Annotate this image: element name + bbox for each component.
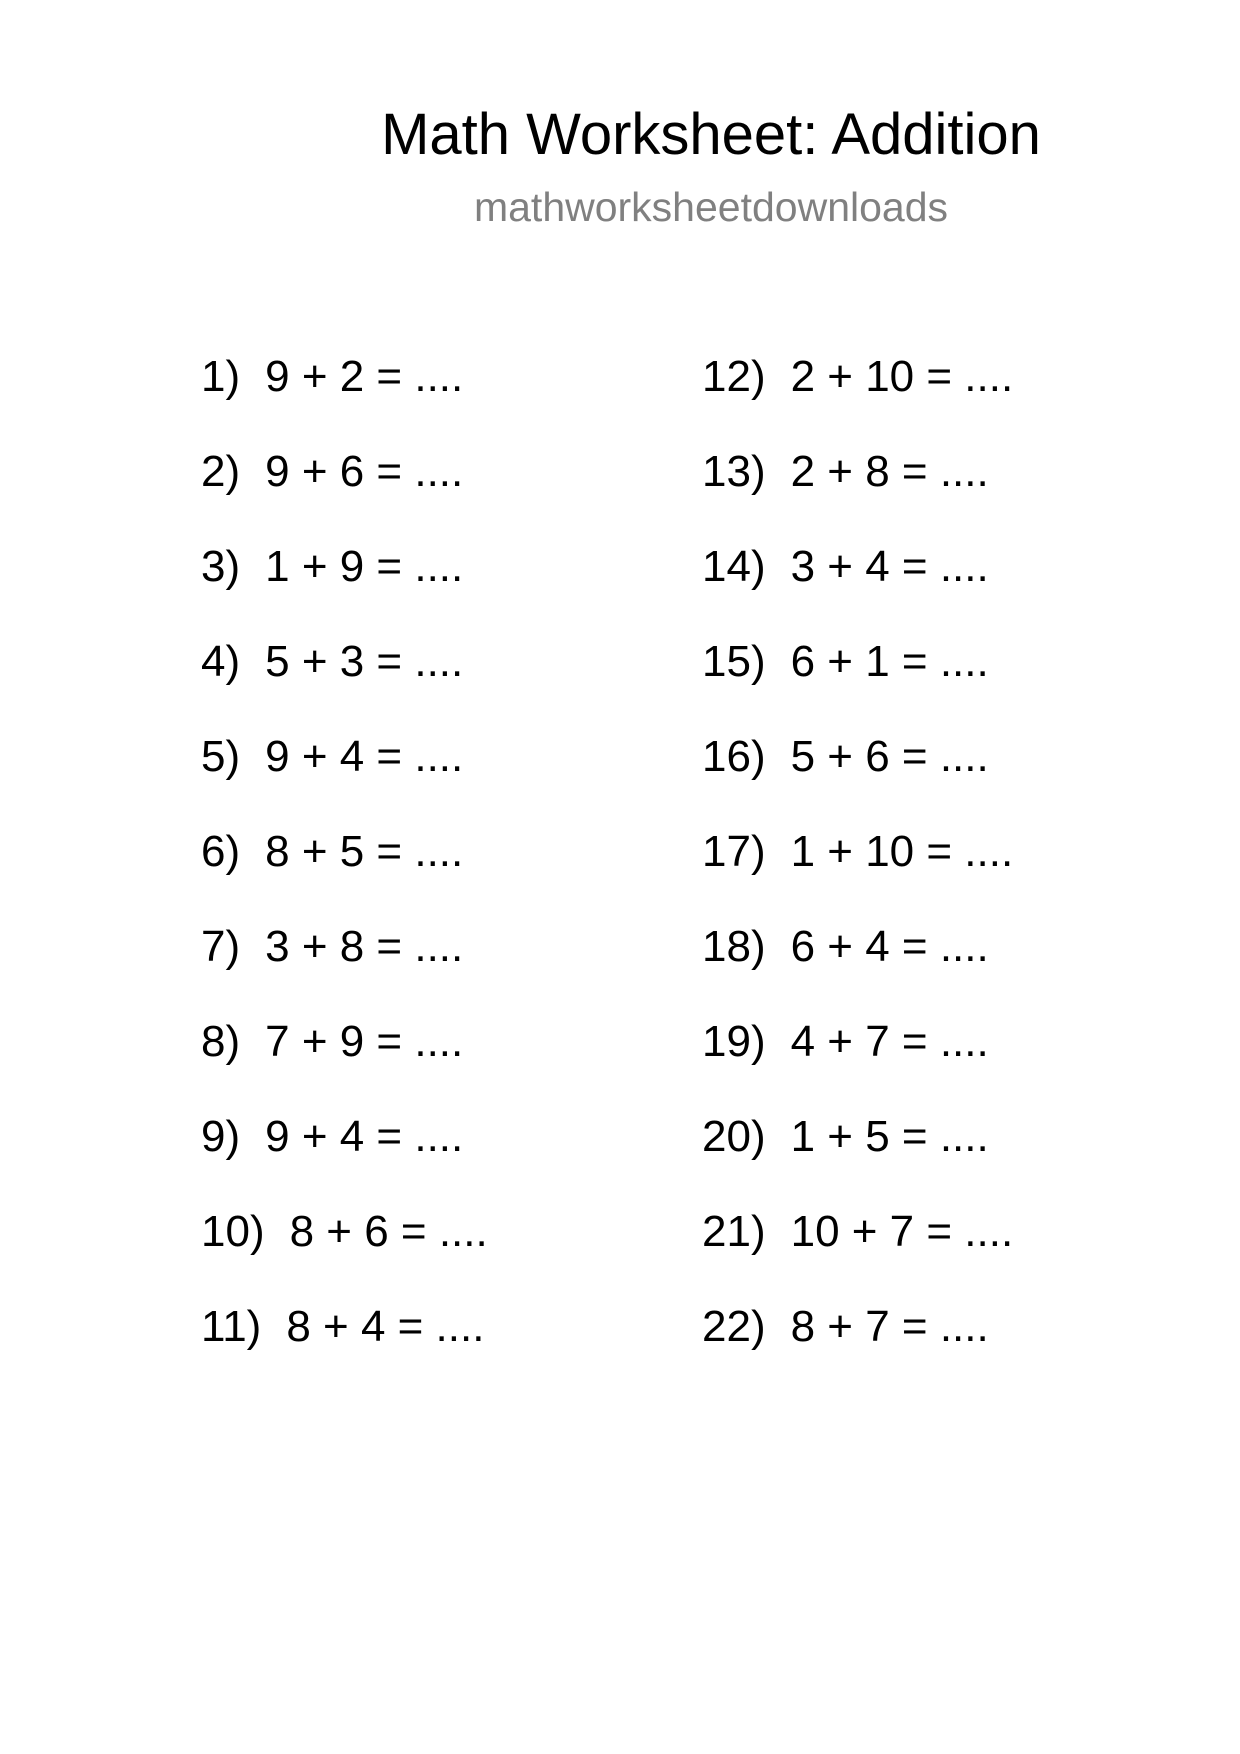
problem-item	[702, 1111, 1013, 1206]
problem-number: 11)	[201, 1302, 262, 1351]
problem-expression: 6 + 4 = ....	[790, 922, 989, 971]
problem-expression: 7 + 9 = ....	[265, 1017, 464, 1066]
problem-item	[702, 1016, 1013, 1111]
problem-item	[201, 1206, 488, 1301]
problem-item	[201, 1016, 488, 1111]
problem-number: 3)	[201, 542, 241, 591]
problem-number: 7)	[201, 922, 241, 971]
problem-expression: 2 + 10 = ....	[790, 352, 1014, 401]
problem-number: 20)	[702, 1112, 766, 1161]
problem-number: 22)	[702, 1302, 766, 1351]
problem-number: 16)	[702, 732, 766, 781]
problem-expression: 5 + 6 = ....	[790, 732, 989, 781]
problem-expression: 3 + 8 = ....	[265, 922, 464, 971]
problem-item	[702, 541, 1013, 636]
problem-item	[702, 446, 1013, 541]
problem-number: 5)	[201, 732, 241, 781]
problem-number: 17)	[702, 827, 766, 876]
problem-item	[702, 1206, 1013, 1301]
problem-expression: 6 + 1 = ....	[790, 637, 989, 686]
problem-expression: 3 + 4 = ....	[790, 542, 989, 591]
problem-item	[702, 636, 1013, 731]
problem-expression: 1 + 9 = ....	[265, 542, 464, 591]
problem-number: 12)	[702, 352, 766, 401]
problem-expression: 8 + 7 = ....	[790, 1302, 989, 1351]
problem-number: 1)	[201, 352, 241, 401]
page-title: Math Worksheet: Addition	[381, 102, 1041, 167]
problem-expression: 8 + 6 = ....	[289, 1207, 488, 1256]
page-subtitle: mathworksheetdownloads	[473, 184, 949, 230]
problem-item	[201, 921, 488, 1016]
problem-item	[201, 731, 488, 826]
problem-number: 8)	[201, 1017, 241, 1066]
problem-item	[201, 826, 488, 921]
problem-number: 15)	[702, 637, 766, 686]
problem-item	[702, 731, 1013, 826]
problem-expression: 1 + 5 = ....	[790, 1112, 989, 1161]
problem-number: 9)	[201, 1112, 241, 1161]
problem-item	[201, 1111, 488, 1206]
problem-expression: 1 + 10 = ....	[790, 827, 1014, 876]
problem-item	[702, 826, 1013, 921]
problem-expression: 8 + 5 = ....	[265, 827, 464, 876]
problem-expression: 9 + 6 = ....	[265, 447, 464, 496]
problem-number: 19)	[702, 1017, 766, 1066]
problem-item	[201, 636, 488, 731]
problem-number: 14)	[702, 542, 766, 591]
problem-expression: 2 + 8 = ....	[790, 447, 989, 496]
problem-expression: 5 + 3 = ....	[265, 637, 464, 686]
problem-item	[702, 1301, 1013, 1396]
problem-expression: 9 + 4 = ....	[265, 732, 464, 781]
problem-number: 13)	[702, 447, 766, 496]
problem-column-left	[201, 351, 488, 1396]
problem-number: 18)	[702, 922, 766, 971]
problem-expression: 9 + 4 = ....	[265, 1112, 464, 1161]
problem-number: 4)	[201, 637, 241, 686]
problem-expression: 10 + 7 = ....	[790, 1207, 1014, 1256]
problem-item	[201, 1301, 488, 1396]
problem-number: 6)	[201, 827, 241, 876]
problem-item	[201, 446, 488, 541]
problem-item	[702, 351, 1013, 446]
problem-expression: 4 + 7 = ....	[790, 1017, 989, 1066]
problem-item	[201, 351, 488, 446]
problem-expression: 9 + 2 = ....	[265, 352, 464, 401]
problem-number: 2)	[201, 447, 241, 496]
problem-expression: 8 + 4 = ....	[286, 1302, 485, 1351]
problem-item	[201, 541, 488, 636]
problem-item	[702, 921, 1013, 1016]
problem-column-right	[702, 351, 1013, 1396]
problem-number: 10)	[201, 1207, 265, 1256]
problem-number: 21)	[702, 1207, 766, 1256]
